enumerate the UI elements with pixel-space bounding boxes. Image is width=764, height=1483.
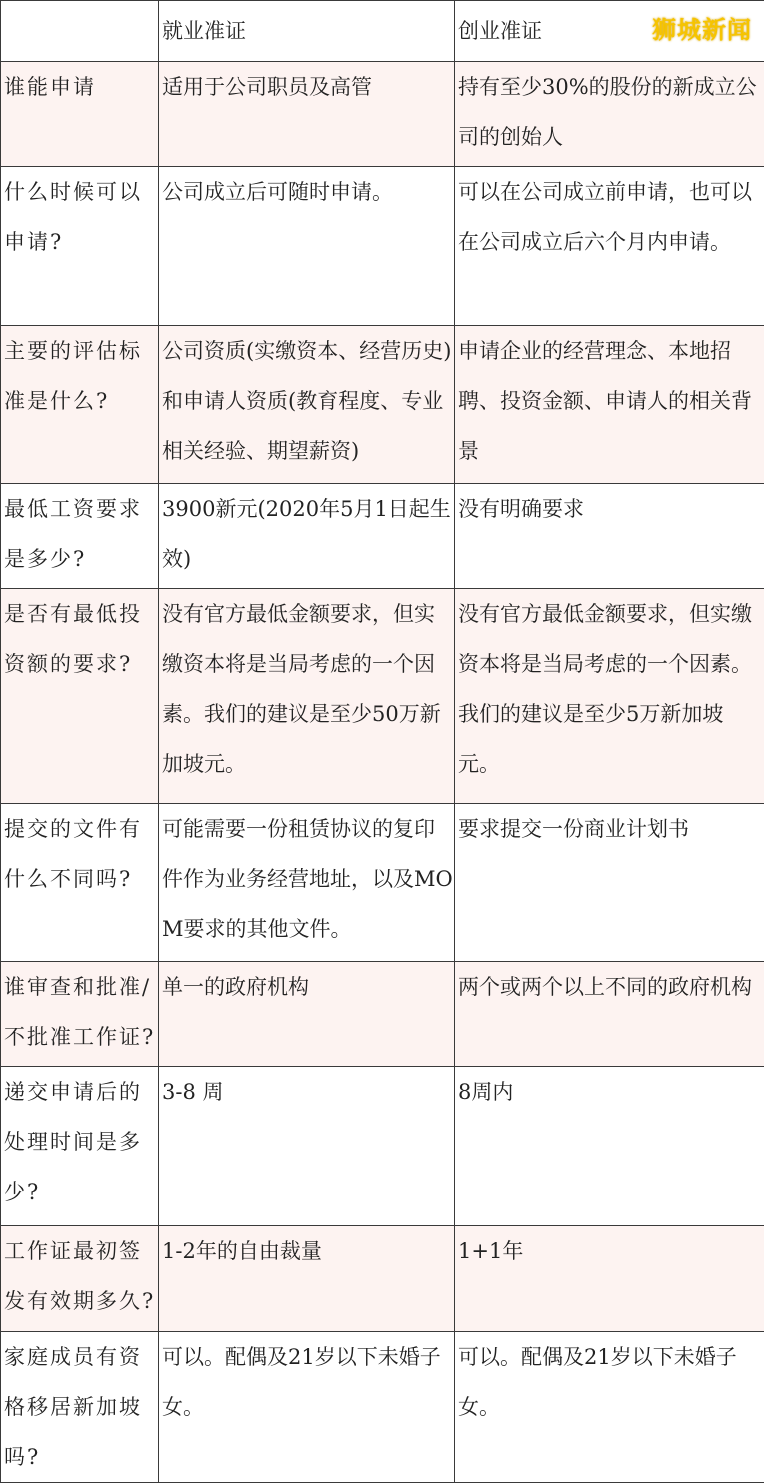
- table-row: [1, 484, 764, 589]
- table-row: [1, 326, 764, 484]
- employment-pass-cell: 没有官方最低金额要求，但实缴资本将是当局考虑的一个因素。我们的建议是至少50万新加坡元。: [159, 589, 455, 804]
- question-cell: 谁能申请: [1, 62, 159, 167]
- employment-pass-cell: 公司资质(实缴资本、经营历史)和申请人资质(教育程度、专业相关经验、期望薪资): [159, 326, 455, 484]
- header-entrepass: 创业准证: [455, 1, 764, 62]
- entrepass-cell: 两个或两个以上不同的政府机构: [455, 962, 764, 1067]
- employment-pass-cell: 单一的政府机构: [159, 962, 455, 1067]
- employment-pass-cell: 可以。配偶及21岁以下未婚子女。: [159, 1332, 455, 1483]
- table-row: [1, 1226, 764, 1332]
- entrepass-cell: 没有官方最低金额要求，但实缴资本将是当局考虑的一个因素。我们的建议是至少5万新加坡元。: [455, 589, 764, 804]
- question-cell: 主要的评估标准是什么?: [1, 326, 159, 484]
- question-cell: 提交的文件有什么不同吗?: [1, 804, 159, 962]
- entrepass-cell: 可以。配偶及21岁以下未婚子女。: [455, 1332, 764, 1483]
- table-row: [1, 589, 764, 804]
- employment-pass-cell: 1-2年的自由裁量: [159, 1226, 455, 1332]
- employment-pass-cell: 3900新元(2020年5月1日起生效): [159, 484, 455, 589]
- table-header-row: [1, 1, 764, 62]
- question-cell: 递交申请后的处理时间是多少?: [1, 1067, 159, 1226]
- table-row: [1, 62, 764, 167]
- question-cell: 什么时候可以申请?: [1, 167, 159, 326]
- table-row: [1, 962, 764, 1067]
- employment-pass-cell: 3-8 周: [159, 1067, 455, 1226]
- question-cell: 是否有最低投资额的要求?: [1, 589, 159, 804]
- table-row: [1, 1332, 764, 1483]
- question-cell: 工作证最初签发有效期多久?: [1, 1226, 159, 1332]
- table-row: [1, 1067, 764, 1226]
- entrepass-cell: 要求提交一份商业计划书: [455, 804, 764, 962]
- question-cell: 家庭成员有资格移居新加坡吗?: [1, 1332, 159, 1483]
- employment-pass-cell: 公司成立后可随时申请。: [159, 167, 455, 326]
- question-cell: 谁审查和批准/不批准工作证?: [1, 962, 159, 1067]
- header-empty-cell: [1, 1, 159, 62]
- entrepass-cell: 持有至少30%的股份的新成立公司的创始人: [455, 62, 764, 167]
- entrepass-cell: 8周内: [455, 1067, 764, 1226]
- header-employment-pass: 就业准证: [159, 1, 455, 62]
- employment-pass-cell: 适用于公司职员及高管: [159, 62, 455, 167]
- entrepass-cell: 1+1年: [455, 1226, 764, 1332]
- table-row: [1, 167, 764, 326]
- watermark-logo: 狮城新闻: [652, 10, 752, 45]
- entrepass-cell: 可以在公司成立前申请，也可以在公司成立后六个月内申请。: [455, 167, 764, 326]
- entrepass-cell: 申请企业的经营理念、本地招聘、投资金额、申请人的相关背景: [455, 326, 764, 484]
- question-cell: 最低工资要求是多少?: [1, 484, 159, 589]
- entrepass-cell: 没有明确要求: [455, 484, 764, 589]
- table-row: [1, 804, 764, 962]
- employment-pass-cell: 可能需要一份租赁协议的复印件作为业务经营地址，以及MOM要求的其他文件。: [159, 804, 455, 962]
